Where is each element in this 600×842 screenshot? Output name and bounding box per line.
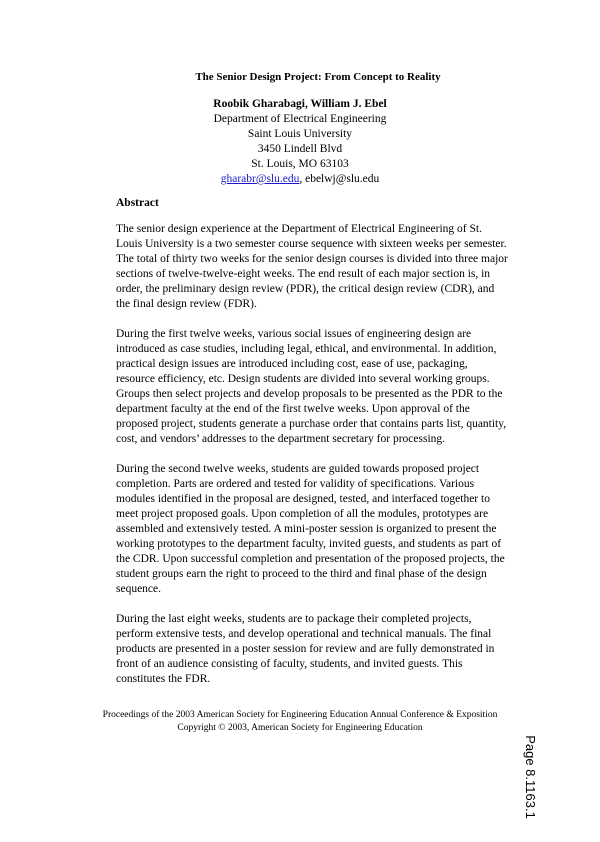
abstract-body bbox=[116, 222, 508, 702]
proceedings-footer bbox=[0, 709, 600, 735]
email-link-gharabagi[interactable]: gharabr@slu.edu bbox=[220, 173, 300, 185]
affiliation-street: 3450 Lindell Blvd bbox=[257, 143, 343, 155]
footer-copyright: Copyright © 2003, American Society for Engineering Education bbox=[177, 723, 423, 733]
email-separator: , bbox=[299, 173, 306, 185]
abstract-paragraph-1: The senior design experience at the Department of Electrical Engineering of St. Louis University is a two semester course sequence with sixteen weeks per semester. The total of thirty two weeks for the senior design courses is divided into three major sections of twelve-twelve-eight weeks. The end result of each major section is, in order, the preliminary design review (PDR), the critical design review (CDR), and the final design review (FDR). bbox=[116, 223, 508, 310]
abstract-paragraph-3: During the second twelve weeks, students are guided towards proposed project completion. Parts are ordered and tested for validity of specifications. Various modules identified in the proposal are designed, tested, and interfaced together to meet project proposed goals. Upon completion of all the modules, prototypes are assembled and extensively tested. A mini-poster session is organized to present the working prototypes to the department faculty, invited guests, and students as part of the CDR. Upon successful completion and presentation of the proposed projects, the student groups earn the right to proceed to the third and final phase of the design sequence. bbox=[116, 463, 505, 595]
author-block bbox=[0, 97, 600, 187]
email-ebel: ebelwj@slu.edu bbox=[305, 173, 380, 185]
abstract-heading: Abstract bbox=[116, 197, 159, 209]
page-number-label: Page 8.1163.1 bbox=[523, 735, 538, 819]
email-line bbox=[0, 172, 600, 187]
footer-proceedings: Proceedings of the 2003 American Society for Engineering Education Annual Conference & Exposition bbox=[102, 710, 498, 720]
abstract-paragraph-2: During the first twelve weeks, various social issues of engineering design are introduced as case studies, including legal, ethical, and environmental. In addition, practical design issues are introduced including cost, ease of use, packaging, resource efficiency, etc. Design students are divided into several working groups. Groups then select projects and develop proposals to be presented as the PDR to the department faculty at the end of the first twelve weeks. Upon approval of the proposed project, students generate a purchase order that contains parts list, quantity, cost, and vendors’ addresses to the department secretary for processing. bbox=[116, 328, 507, 445]
affiliation-university: Saint Louis University bbox=[247, 128, 353, 140]
abstract-paragraph-4: During the last eight weeks, students are to package their completed projects, perform extensive tests, and develop operational and technical manuals. The final products are presented in a poster session for review and are fully demonstrated in front of an audience consisting of faculty, students, and invited guests. This constitutes the FDR. bbox=[116, 613, 495, 685]
paper-title: The Senior Design Project: From Concept to Reality bbox=[195, 71, 441, 83]
affiliation-city: St. Louis, MO 63103 bbox=[251, 158, 349, 170]
author-names: Roobik Gharabagi, William J. Ebel bbox=[213, 98, 387, 110]
affiliation-department: Department of Electrical Engineering bbox=[213, 113, 387, 125]
